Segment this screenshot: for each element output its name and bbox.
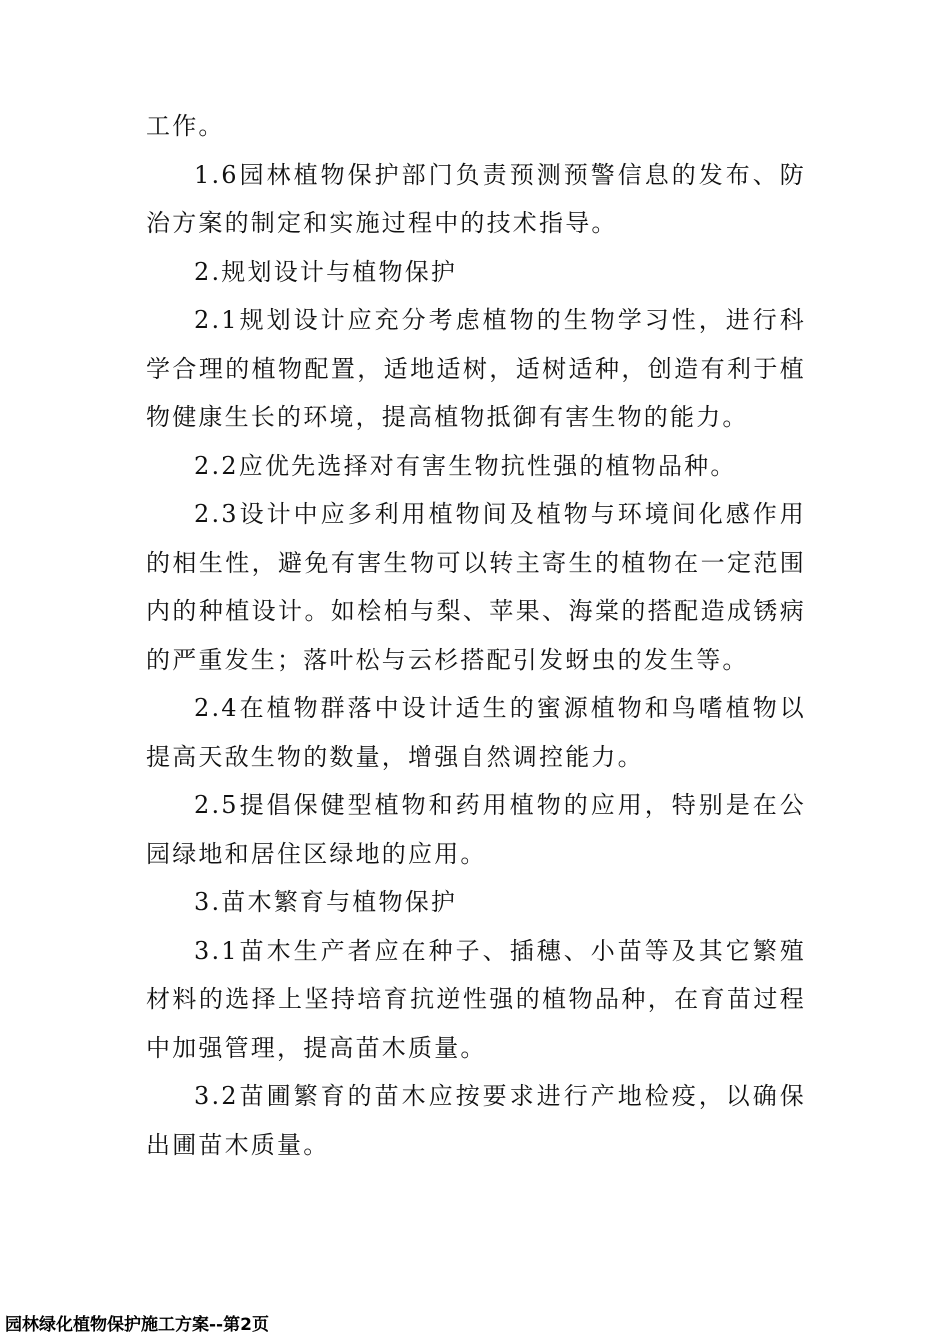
- paragraph-2-5: 2.5提倡保健型植物和药用植物的应用，特别是在公园绿地和居住区绿地的应用。: [146, 791, 806, 868]
- paragraph-2-2: 2.2应优先选择对有害生物抗性强的植物品种。: [194, 451, 737, 480]
- paragraph-3-1: 3.1苗木生产者应在种子、插穗、小苗等及其它繁殖材料的选择上坚持培育抗逆性强的植物品种，在育苗过程中加强管理，提高苗木质量。: [146, 936, 806, 1062]
- section-heading-3: 3.苗木繁育与植物保护: [194, 888, 458, 916]
- paragraph-continuation: 工作。: [146, 112, 225, 140]
- page-footer: 园林绿化植物保护施工方案--第2页: [5, 1315, 269, 1335]
- paragraph-1-6: 1.6园林植物保护部门负责预测预警信息的发布、防治方案的制定和实施过程中的技术指导。: [146, 160, 806, 237]
- document-body: [146, 102, 806, 1169]
- paragraph-2-1: 2.1规划设计应充分考虑植物的生物学习性，进行科学合理的植物配置，适地适树，适树适种，创造有利于植物健康生长的环境，提高植物抵御有害生物的能力。: [146, 306, 806, 431]
- paragraph-2-3: 2.3设计中应多利用植物间及植物与环境间化感作用的相生性，避免有害生物可以转主寄生的植物在一定范围内的种植设计。如桧柏与梨、苹果、海棠的搭配造成锈病的严重发生；落叶松与云杉搭配引发蚜虫的发生等。: [146, 500, 806, 674]
- paragraph-3-2: 3.2苗圃繁育的苗木应按要求进行产地检疫，以确保出圃苗木质量。: [146, 1082, 806, 1159]
- paragraph-2-4: 2.4在植物群落中设计适生的蜜源植物和鸟嗜植物以提高天敌生物的数量，增强自然调控能力。: [146, 694, 806, 771]
- section-heading-2: 2.规划设计与植物保护: [194, 257, 458, 286]
